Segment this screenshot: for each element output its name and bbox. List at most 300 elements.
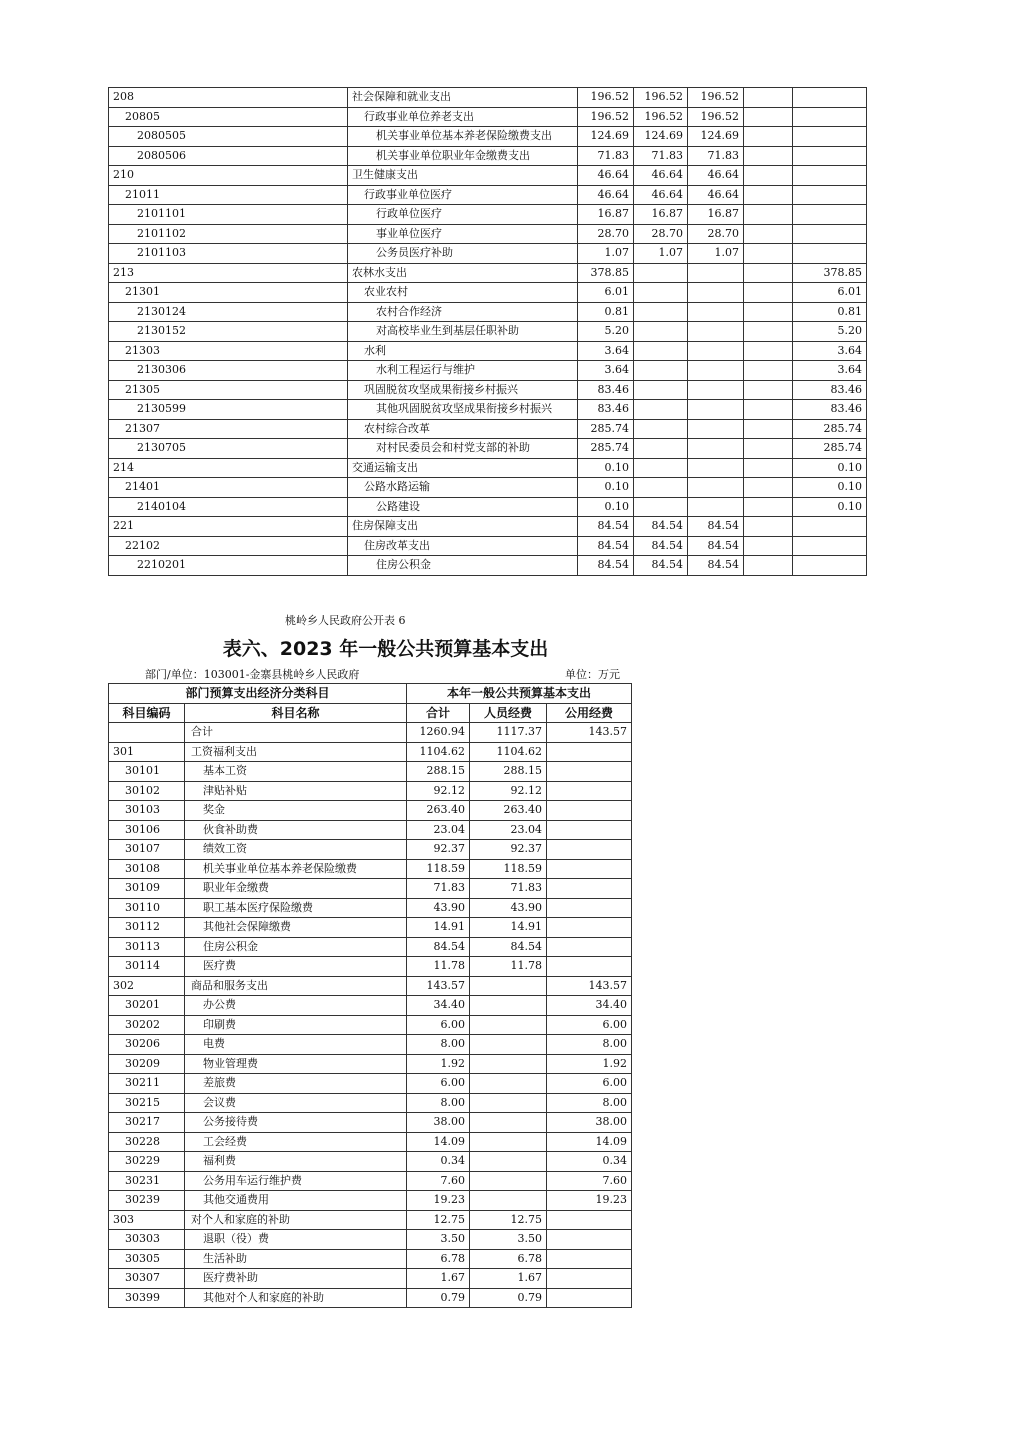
personnel-amount: 1.67	[470, 1269, 547, 1289]
table-row	[109, 898, 632, 918]
public-amount: 7.60	[547, 1171, 632, 1191]
subject-code: 301	[109, 742, 185, 762]
personnel-amount	[470, 1113, 547, 1133]
total-amount: 143.57	[407, 976, 470, 996]
table-title: 表六、2023 年一般公共预算基本支出	[222, 638, 549, 660]
total-amount: 8.00	[407, 1093, 470, 1113]
subject-code: 214	[109, 458, 348, 478]
public-amount	[547, 879, 632, 899]
subject-name: 津贴补贴	[185, 781, 407, 801]
table-row	[109, 302, 867, 322]
subject-code: 2080506	[109, 146, 348, 166]
subject-code: 208	[109, 88, 348, 108]
amount-cell	[744, 458, 793, 478]
subject-name: 电费	[185, 1035, 407, 1055]
amount-cell	[744, 88, 793, 108]
total-amount: 12.75	[407, 1210, 470, 1230]
amount-cell: 46.64	[634, 166, 688, 186]
amount-cell: 196.52	[634, 107, 688, 127]
subject-code: 21301	[109, 283, 348, 303]
amount-cell	[634, 478, 688, 498]
subject-name: 医疗费补助	[185, 1269, 407, 1289]
personnel-amount: 118.59	[470, 859, 547, 879]
amount-cell	[688, 263, 744, 283]
public-table-label: 桃岭乡人民政府公开表 6	[285, 614, 406, 627]
personnel-amount	[470, 976, 547, 996]
subject-name: 公务员医疗补助	[348, 244, 578, 264]
amount-cell: 0.10	[578, 478, 634, 498]
amount-cell: 5.20	[578, 322, 634, 342]
amount-cell	[688, 439, 744, 459]
amount-cell	[744, 536, 793, 556]
amount-cell	[793, 146, 867, 166]
subject-name: 水利	[348, 341, 578, 361]
personnel-amount: 23.04	[470, 820, 547, 840]
header-personnel: 人员经费	[470, 703, 547, 723]
amount-cell	[634, 497, 688, 517]
amount-cell: 83.46	[793, 380, 867, 400]
table-row	[109, 1015, 632, 1035]
amount-cell: 378.85	[793, 263, 867, 283]
subject-code: 2140104	[109, 497, 348, 517]
total-amount: 19.23	[407, 1191, 470, 1211]
public-amount: 19.23	[547, 1191, 632, 1211]
public-amount	[547, 1269, 632, 1289]
subject-name: 生活补助	[185, 1249, 407, 1269]
personnel-amount: 14.91	[470, 918, 547, 938]
subject-name: 对高校毕业生到基层任职补助	[348, 322, 578, 342]
subject-code: 2101103	[109, 244, 348, 264]
amount-cell: 3.64	[578, 341, 634, 361]
subject-name: 农林水支出	[348, 263, 578, 283]
table-row	[109, 283, 867, 303]
public-amount	[547, 742, 632, 762]
table-row	[109, 1230, 632, 1250]
personnel-amount: 288.15	[470, 762, 547, 782]
amount-cell: 3.64	[578, 361, 634, 381]
amount-cell: 84.54	[634, 556, 688, 576]
table-row	[109, 263, 867, 283]
amount-cell	[634, 439, 688, 459]
amount-cell	[634, 341, 688, 361]
public-amount	[547, 820, 632, 840]
table-row	[109, 1113, 632, 1133]
personnel-amount	[470, 1152, 547, 1172]
subject-code: 2130599	[109, 400, 348, 420]
table-row	[109, 1269, 632, 1289]
amount-cell: 0.10	[578, 458, 634, 478]
amount-cell	[688, 361, 744, 381]
table-row	[109, 536, 867, 556]
public-amount	[547, 762, 632, 782]
table-row	[109, 1191, 632, 1211]
table-row	[109, 781, 632, 801]
total-amount: 6.00	[407, 1015, 470, 1035]
public-amount	[547, 937, 632, 957]
subject-code: 21305	[109, 380, 348, 400]
expenditure-table-body	[109, 88, 867, 576]
amount-cell	[744, 439, 793, 459]
amount-cell: 46.64	[688, 185, 744, 205]
amount-cell: 84.54	[688, 556, 744, 576]
subject-code: 30102	[109, 781, 185, 801]
amount-cell: 1.07	[688, 244, 744, 264]
total-amount: 1260.94	[407, 723, 470, 743]
subject-code: 30202	[109, 1015, 185, 1035]
table-row	[109, 1288, 632, 1308]
subject-name: 办公费	[185, 996, 407, 1016]
public-amount	[547, 1210, 632, 1230]
amount-cell: 46.64	[578, 185, 634, 205]
table-row	[109, 224, 867, 244]
amount-cell	[688, 419, 744, 439]
subject-code: 30209	[109, 1054, 185, 1074]
subject-name: 会议费	[185, 1093, 407, 1113]
personnel-amount	[470, 1132, 547, 1152]
subject-name: 公路水路运输	[348, 478, 578, 498]
amount-cell	[688, 478, 744, 498]
table-row	[109, 1035, 632, 1055]
subject-code: 30108	[109, 859, 185, 879]
table-row	[109, 361, 867, 381]
personnel-amount: 11.78	[470, 957, 547, 977]
amount-cell: 46.64	[578, 166, 634, 186]
amount-cell	[793, 517, 867, 537]
table-row	[109, 1171, 632, 1191]
subject-code: 2101101	[109, 205, 348, 225]
public-amount	[547, 918, 632, 938]
subject-code: 2130306	[109, 361, 348, 381]
amount-cell: 0.10	[793, 478, 867, 498]
personnel-amount	[470, 1074, 547, 1094]
subject-code: 30110	[109, 898, 185, 918]
total-amount: 34.40	[407, 996, 470, 1016]
amount-cell	[688, 400, 744, 420]
table-row	[109, 1132, 632, 1152]
subject-code: 22102	[109, 536, 348, 556]
subject-name: 公务用车运行维护费	[185, 1171, 407, 1191]
amount-cell	[744, 361, 793, 381]
subject-name: 合计	[185, 723, 407, 743]
amount-cell: 83.46	[793, 400, 867, 420]
amount-cell: 71.83	[688, 146, 744, 166]
amount-cell	[634, 380, 688, 400]
header-classification: 部门预算支出经济分类科目	[109, 684, 407, 704]
amount-cell	[744, 146, 793, 166]
total-amount: 1.92	[407, 1054, 470, 1074]
amount-cell: 196.52	[688, 88, 744, 108]
personnel-amount: 71.83	[470, 879, 547, 899]
personnel-amount: 3.50	[470, 1230, 547, 1250]
amount-cell: 71.83	[578, 146, 634, 166]
amount-cell	[744, 127, 793, 147]
public-amount: 6.00	[547, 1015, 632, 1035]
amount-cell: 46.64	[688, 166, 744, 186]
subject-code: 30113	[109, 937, 185, 957]
amount-cell	[634, 322, 688, 342]
amount-cell	[793, 536, 867, 556]
subject-name: 奖金	[185, 801, 407, 821]
public-amount: 8.00	[547, 1035, 632, 1055]
total-amount: 118.59	[407, 859, 470, 879]
amount-cell	[744, 263, 793, 283]
amount-cell: 0.81	[793, 302, 867, 322]
amount-cell: 28.70	[578, 224, 634, 244]
subject-code: 30229	[109, 1152, 185, 1172]
subject-code: 30112	[109, 918, 185, 938]
amount-cell	[688, 458, 744, 478]
public-amount: 143.57	[547, 723, 632, 743]
amount-cell	[744, 302, 793, 322]
amount-cell	[634, 302, 688, 322]
basic-expenditure-table	[108, 683, 632, 1308]
amount-cell	[744, 478, 793, 498]
amount-cell: 28.70	[688, 224, 744, 244]
amount-cell: 16.87	[578, 205, 634, 225]
total-amount: 92.37	[407, 840, 470, 860]
amount-cell	[688, 341, 744, 361]
subject-name: 社会保障和就业支出	[348, 88, 578, 108]
amount-cell: 84.54	[688, 536, 744, 556]
subject-name: 医疗费	[185, 957, 407, 977]
subject-name: 其他交通费用	[185, 1191, 407, 1211]
table-row	[109, 957, 632, 977]
amount-cell	[634, 263, 688, 283]
total-amount: 11.78	[407, 957, 470, 977]
subject-name: 职业年金缴费	[185, 879, 407, 899]
subject-code: 2130705	[109, 439, 348, 459]
amount-cell	[793, 88, 867, 108]
total-amount: 71.83	[407, 879, 470, 899]
subject-code: 21307	[109, 419, 348, 439]
public-amount	[547, 1288, 632, 1308]
table-row	[109, 1210, 632, 1230]
amount-cell: 0.81	[578, 302, 634, 322]
table-row	[109, 820, 632, 840]
table-row	[109, 244, 867, 264]
table-row	[109, 879, 632, 899]
table-row	[109, 419, 867, 439]
subject-code: 30201	[109, 996, 185, 1016]
amount-cell	[744, 556, 793, 576]
amount-cell: 3.64	[793, 361, 867, 381]
table-row	[109, 380, 867, 400]
subject-name: 农村合作经济	[348, 302, 578, 322]
personnel-amount	[470, 996, 547, 1016]
subject-name: 物业管理费	[185, 1054, 407, 1074]
subject-name: 机关事业单位基本养老保险缴费	[185, 859, 407, 879]
subject-code: 30107	[109, 840, 185, 860]
public-amount	[547, 1230, 632, 1250]
amount-cell	[793, 166, 867, 186]
amount-cell: 16.87	[634, 205, 688, 225]
personnel-amount: 263.40	[470, 801, 547, 821]
amount-cell	[688, 302, 744, 322]
amount-cell: 124.69	[634, 127, 688, 147]
amount-cell: 84.54	[634, 536, 688, 556]
subject-name: 农业农村	[348, 283, 578, 303]
amount-cell	[634, 283, 688, 303]
public-amount: 8.00	[547, 1093, 632, 1113]
amount-cell	[688, 322, 744, 342]
amount-cell	[688, 380, 744, 400]
amount-cell: 196.52	[688, 107, 744, 127]
total-amount: 14.09	[407, 1132, 470, 1152]
header-name: 科目名称	[185, 703, 407, 723]
subject-code: 21401	[109, 478, 348, 498]
subject-code: 30206	[109, 1035, 185, 1055]
amount-cell: 196.52	[578, 107, 634, 127]
amount-cell: 84.54	[634, 517, 688, 537]
public-amount	[547, 781, 632, 801]
amount-cell	[793, 107, 867, 127]
subject-name: 对村民委员会和村党支部的补助	[348, 439, 578, 459]
amount-cell: 71.83	[634, 146, 688, 166]
personnel-amount: 43.90	[470, 898, 547, 918]
total-amount: 1.67	[407, 1269, 470, 1289]
table-row	[109, 166, 867, 186]
personnel-amount	[470, 1093, 547, 1113]
personnel-amount: 1104.62	[470, 742, 547, 762]
subject-code: 30239	[109, 1191, 185, 1211]
subject-code: 30228	[109, 1132, 185, 1152]
total-amount: 7.60	[407, 1171, 470, 1191]
table-row	[109, 742, 632, 762]
total-amount: 3.50	[407, 1230, 470, 1250]
subject-code: 30109	[109, 879, 185, 899]
unit-label: 单位：万元	[565, 668, 620, 681]
subject-name: 其他对个人和家庭的补助	[185, 1288, 407, 1308]
personnel-amount	[470, 1191, 547, 1211]
amount-cell	[634, 361, 688, 381]
subject-name: 事业单位医疗	[348, 224, 578, 244]
amount-cell: 378.85	[578, 263, 634, 283]
amount-cell: 84.54	[688, 517, 744, 537]
subject-name: 基本工资	[185, 762, 407, 782]
subject-code: 21011	[109, 185, 348, 205]
personnel-amount	[470, 1054, 547, 1074]
amount-cell: 16.87	[688, 205, 744, 225]
amount-cell	[744, 107, 793, 127]
public-amount: 1.92	[547, 1054, 632, 1074]
subject-name: 行政单位医疗	[348, 205, 578, 225]
table-row	[109, 840, 632, 860]
amount-cell: 285.74	[578, 419, 634, 439]
total-amount: 6.78	[407, 1249, 470, 1269]
table-row	[109, 1093, 632, 1113]
table-row	[109, 976, 632, 996]
table-row	[109, 146, 867, 166]
amount-cell	[744, 244, 793, 264]
subject-code: 2101102	[109, 224, 348, 244]
subject-code: 2080505	[109, 127, 348, 147]
subject-code: 30103	[109, 801, 185, 821]
total-amount: 8.00	[407, 1035, 470, 1055]
personnel-amount	[470, 1171, 547, 1191]
total-amount: 0.34	[407, 1152, 470, 1172]
table-row	[109, 723, 632, 743]
amount-cell	[744, 205, 793, 225]
subject-code: 30303	[109, 1230, 185, 1250]
amount-cell: 28.70	[634, 224, 688, 244]
public-amount: 14.09	[547, 1132, 632, 1152]
table-row	[109, 185, 867, 205]
table-row	[109, 439, 867, 459]
amount-cell: 6.01	[793, 283, 867, 303]
table-row	[109, 205, 867, 225]
amount-cell	[634, 400, 688, 420]
header-group-row	[109, 684, 632, 704]
table-row	[109, 341, 867, 361]
subject-code: 302	[109, 976, 185, 996]
amount-cell: 84.54	[578, 556, 634, 576]
table-row	[109, 801, 632, 821]
subject-name: 巩固脱贫攻坚成果衔接乡村振兴	[348, 380, 578, 400]
subject-code: 303	[109, 1210, 185, 1230]
subject-name: 行政事业单位医疗	[348, 185, 578, 205]
amount-cell	[688, 497, 744, 517]
amount-cell	[744, 400, 793, 420]
subject-code: 21303	[109, 341, 348, 361]
subject-code: 30307	[109, 1269, 185, 1289]
header-total: 合计	[407, 703, 470, 723]
amount-cell	[744, 517, 793, 537]
subject-code	[109, 723, 185, 743]
total-amount: 288.15	[407, 762, 470, 782]
subject-code: 210	[109, 166, 348, 186]
subject-name: 行政事业单位养老支出	[348, 107, 578, 127]
amount-cell: 3.64	[793, 341, 867, 361]
public-amount	[547, 859, 632, 879]
subject-name: 水利工程运行与维护	[348, 361, 578, 381]
amount-cell	[744, 283, 793, 303]
table-row	[109, 107, 867, 127]
amount-cell: 285.74	[578, 439, 634, 459]
total-amount: 38.00	[407, 1113, 470, 1133]
expenditure-table-continued	[108, 87, 867, 576]
table-row	[109, 556, 867, 576]
amount-cell	[744, 224, 793, 244]
table-row	[109, 88, 867, 108]
amount-cell	[744, 380, 793, 400]
subject-name: 职工基本医疗保险缴费	[185, 898, 407, 918]
amount-cell: 1.07	[634, 244, 688, 264]
amount-cell	[688, 283, 744, 303]
amount-cell: 124.69	[578, 127, 634, 147]
total-amount: 263.40	[407, 801, 470, 821]
table-row	[109, 937, 632, 957]
amount-cell: 84.54	[578, 517, 634, 537]
table-row	[109, 859, 632, 879]
subject-name: 福利费	[185, 1152, 407, 1172]
public-amount: 143.57	[547, 976, 632, 996]
subject-name: 其他巩固脱贫攻坚成果衔接乡村振兴	[348, 400, 578, 420]
total-amount: 1104.62	[407, 742, 470, 762]
department-label: 部门/单位：103001-金寨县桃岭乡人民政府	[145, 668, 360, 681]
total-amount: 6.00	[407, 1074, 470, 1094]
subject-code: 2210201	[109, 556, 348, 576]
personnel-amount	[470, 1015, 547, 1035]
amount-cell	[793, 224, 867, 244]
subject-name: 差旅费	[185, 1074, 407, 1094]
header-column-row	[109, 703, 632, 723]
subject-code: 30231	[109, 1171, 185, 1191]
amount-cell: 196.52	[634, 88, 688, 108]
subject-code: 30305	[109, 1249, 185, 1269]
subject-name: 退职（役）费	[185, 1230, 407, 1250]
personnel-amount: 84.54	[470, 937, 547, 957]
total-amount: 92.12	[407, 781, 470, 801]
